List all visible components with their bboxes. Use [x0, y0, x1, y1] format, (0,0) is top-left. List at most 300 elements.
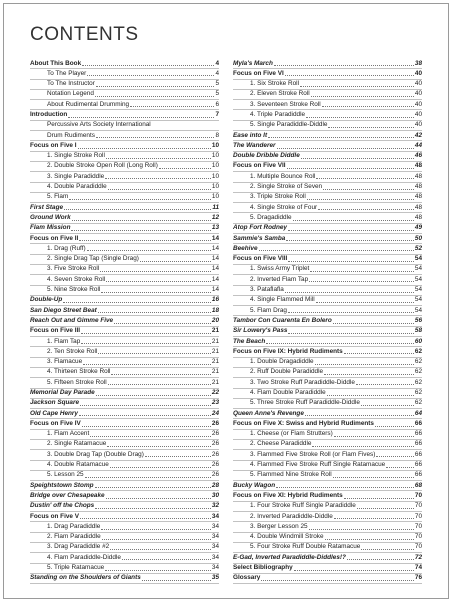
toc-entry[interactable] [233, 419, 422, 429]
dot-leader [325, 539, 414, 540]
dot-leader [318, 209, 414, 210]
dot-leader [95, 96, 215, 97]
toc-entry-page-number: 26 [211, 461, 219, 469]
toc-entry-label: 2. Inverted Flam Tap [250, 275, 309, 283]
toc-entry-label: Standing on the Shoulders of Giants [30, 574, 141, 582]
toc-entry-page-number: 58 [414, 327, 422, 335]
toc-entry-page-number: 62 [414, 347, 422, 355]
toc-entry-label: 1. Six Stroke Roll [250, 80, 300, 88]
toc-entry-label: About This Book [30, 59, 82, 67]
toc-entry-label: Focus on Five IV [30, 419, 81, 427]
toc-entry-label: 2. Single Drag Tap (Single Drag) [47, 255, 139, 263]
toc-entry-page-number: 35 [211, 574, 219, 582]
toc-entry-page-number: 52 [414, 244, 422, 252]
toc-entry[interactable] [30, 172, 219, 182]
toc-entry-label: 3. Flamacue [47, 358, 83, 366]
toc-entry[interactable] [30, 193, 219, 203]
toc-entry[interactable] [233, 183, 422, 193]
dot-leader [106, 158, 211, 159]
dot-leader [323, 189, 414, 190]
toc-entry-label: 5. Single Paradiddle-Diddle [250, 121, 328, 129]
dot-leader [101, 292, 211, 293]
toc-entry-label: Ground Work [30, 213, 71, 221]
dot-leader [105, 570, 211, 571]
toc-entry-label: Ease into It [233, 131, 268, 139]
toc-entry-page-number: 21 [211, 358, 219, 366]
toc-entry[interactable] [30, 481, 219, 491]
toc-entry-label: 1. Drag Paradiddle [47, 522, 101, 530]
toc-entry-page-number: 66 [414, 461, 422, 469]
toc-entry-page-number: 74 [414, 564, 422, 572]
toc-entry-page-number: 40 [414, 80, 422, 88]
toc-entry[interactable] [30, 131, 219, 141]
toc-entry-page-number: 21 [211, 327, 219, 335]
dot-leader [108, 189, 211, 190]
toc-entry-page-number: 18 [211, 306, 219, 314]
toc-entry-page-number: 62 [414, 368, 422, 376]
toc-entry[interactable] [233, 152, 422, 162]
toc-entry[interactable] [233, 172, 422, 182]
toc-entry-label: 2. Cheese Paradiddle [250, 440, 312, 448]
toc-entry-page-number: 40 [414, 100, 422, 108]
toc-entry-page-number: 8 [215, 131, 219, 139]
toc-entry-label: 1. Multiple Bounce Roll [250, 172, 316, 180]
toc-entry-label: 4. Seven Stroke Roll [47, 275, 106, 283]
dot-leader [80, 518, 211, 519]
toc-entry[interactable] [30, 80, 219, 90]
toc-entry-page-number: 12 [211, 213, 219, 221]
toc-entry[interactable] [233, 461, 422, 471]
toc-entry[interactable] [30, 100, 219, 110]
toc-entry-label: Focus on Five VI [233, 69, 284, 77]
toc-entry[interactable] [233, 368, 422, 378]
toc-entry[interactable] [233, 80, 422, 90]
toc-entry-page-number: 40 [414, 121, 422, 129]
dot-leader [311, 96, 414, 97]
toc-entry-page-number: 44 [414, 141, 422, 149]
toc-entry[interactable] [30, 564, 219, 574]
toc-entry[interactable] [233, 327, 422, 337]
dot-leader [95, 487, 211, 488]
toc-entry[interactable] [30, 502, 219, 512]
toc-entry[interactable] [30, 244, 219, 254]
toc-entry[interactable] [30, 491, 219, 501]
toc-entry-label: 3. Drag Paradiddle #2 [47, 543, 110, 551]
toc-entry[interactable] [233, 121, 422, 131]
dot-leader [98, 353, 211, 354]
dot-leader [386, 467, 414, 468]
toc-entry-page-number: 62 [414, 358, 422, 366]
toc-entry[interactable] [233, 193, 422, 203]
toc-entry-page-number: 66 [414, 450, 422, 458]
toc-entry-page-number: 68 [414, 481, 422, 489]
toc-entry[interactable] [233, 553, 422, 563]
toc-entry[interactable] [233, 203, 422, 213]
toc-entry-label: Notation Legend [47, 90, 94, 98]
toc-entry-page-number: 50 [414, 234, 422, 242]
toc-entry-page-number: 66 [414, 440, 422, 448]
toc-entry[interactable] [30, 440, 219, 450]
toc-entry-page-number: 11 [212, 203, 219, 211]
dot-leader [322, 106, 414, 107]
toc-entry-label: 1. Drag (Ruff) [47, 244, 86, 252]
toc-entry[interactable] [233, 440, 422, 450]
dot-leader [81, 333, 211, 334]
toc-entry-page-number: 14 [211, 286, 219, 294]
dot-leader [334, 518, 414, 519]
toc-entry[interactable] [233, 430, 422, 440]
toc-entry-page-number: 4 [215, 59, 219, 67]
toc-entry-page-number: 54 [414, 296, 422, 304]
toc-entry-page-number: 34 [211, 512, 219, 520]
toc-entry[interactable] [30, 183, 219, 193]
toc-entry[interactable] [30, 265, 219, 275]
dot-leader [301, 158, 414, 159]
toc-entry-page-number: 64 [414, 409, 422, 417]
toc-entry[interactable] [30, 574, 219, 584]
toc-entry-page-number: 70 [414, 502, 422, 510]
toc-entry-page-number: 70 [414, 491, 422, 499]
page-title: CONTENTS [30, 24, 139, 45]
toc-entry[interactable] [233, 543, 422, 553]
toc-entry-label: 3. Double Drag Tap (Double Drag) [47, 450, 144, 458]
toc-entry-page-number: 5 [215, 90, 219, 98]
toc-entry[interactable] [233, 564, 422, 574]
toc-entry[interactable] [30, 461, 219, 471]
toc-entry-label: 5. Flam Drag [250, 306, 287, 314]
toc-entry[interactable] [233, 131, 422, 141]
toc-entry[interactable] [233, 389, 422, 399]
toc-entry-label: 4. Double Windmill Stroke [250, 533, 324, 541]
toc-entry[interactable] [233, 90, 422, 100]
dot-leader [64, 209, 211, 210]
dot-leader [145, 456, 211, 457]
toc-entry[interactable] [30, 59, 219, 69]
dot-leader [327, 395, 414, 396]
dot-leader [81, 343, 211, 344]
toc-entry-page-number: 26 [211, 471, 219, 479]
toc-entry-label: 4. Flammed Five Stroke Ruff Single Ratamacue [250, 461, 386, 469]
dot-leader [361, 549, 414, 550]
toc-entry-label: 1. Four Stroke Ruff Single Paradiddle [250, 502, 356, 510]
dot-leader [68, 117, 214, 118]
toc-entry[interactable] [233, 69, 422, 79]
toc-entry[interactable] [30, 203, 219, 213]
dot-leader [159, 168, 211, 169]
toc-entry[interactable] [30, 450, 219, 460]
toc-entry[interactable] [30, 275, 219, 285]
dot-leader [300, 86, 414, 87]
toc-entry-page-number: 66 [414, 430, 422, 438]
toc-entry-page-number: 48 [414, 193, 422, 201]
dot-leader [110, 467, 211, 468]
toc-entry[interactable] [30, 327, 219, 337]
toc-entry-label: Bridge over Chesapeake [30, 491, 105, 499]
dot-leader [100, 271, 211, 272]
toc-entry-label: 5. Fifteen Stroke Roll [47, 378, 107, 386]
toc-entry[interactable] [233, 481, 422, 491]
toc-entry-label: Focus on Five II [30, 234, 79, 242]
dot-leader [71, 230, 210, 231]
toc-entry-label: 3. Pataflafla [250, 286, 284, 294]
toc-entry-page-number: 70 [414, 512, 422, 520]
dot-leader [110, 549, 211, 550]
toc-entry[interactable] [233, 306, 422, 316]
toc-entry-label: 2. Inverted Paradiddle-Diddle [250, 512, 333, 520]
toc-entry[interactable] [233, 471, 422, 481]
toc-entry-label: 1. Single Stroke Roll [47, 152, 105, 160]
dot-leader [285, 75, 414, 76]
toc-entry-label: Speightstown Stomp [30, 481, 94, 489]
toc-entry-label: 5. Dragadiddle [250, 213, 292, 221]
toc-entry[interactable] [30, 543, 219, 553]
toc-entry-label: Focus on Five III [30, 327, 81, 335]
toc-entry[interactable] [233, 234, 422, 244]
dot-leader [95, 508, 211, 509]
toc-entry[interactable] [233, 141, 422, 151]
toc-entry-label: 1. Double Dragadiddle [250, 358, 314, 366]
dot-leader [79, 240, 211, 241]
toc-entry-label: Queen Anne's Revenge [233, 409, 304, 417]
dot-leader [79, 415, 211, 416]
toc-entry[interactable] [30, 141, 219, 151]
toc-entry-page-number: 54 [414, 265, 422, 273]
toc-entry[interactable] [30, 471, 219, 481]
toc-entry[interactable] [233, 347, 422, 357]
dot-leader [96, 86, 215, 87]
toc-entry-page-number: 42 [414, 131, 422, 139]
toc-entry-label: Dustin' off the Chops [30, 502, 95, 510]
toc-entry[interactable] [30, 358, 219, 368]
toc-entry[interactable] [233, 378, 422, 388]
toc-entry[interactable] [233, 574, 422, 584]
toc-entry[interactable] [233, 533, 422, 543]
dot-leader [312, 446, 413, 447]
toc-entry-page-number: 54 [414, 306, 422, 314]
toc-entry[interactable] [233, 316, 422, 326]
toc-entry-page-number: 4 [215, 69, 219, 77]
toc-entry-label: 2. Ruff Double Paradiddle [250, 368, 324, 376]
dot-leader [294, 570, 414, 571]
toc-entry-label: 3. Two Stroke Ruff Paradiddle-Diddle [250, 378, 355, 386]
dot-leader [309, 281, 414, 282]
toc-entry[interactable] [233, 286, 422, 296]
toc-entry-page-number: 14 [211, 234, 219, 242]
dot-leader [96, 395, 211, 396]
dot-leader [107, 446, 211, 447]
toc-entry[interactable] [30, 347, 219, 357]
dot-leader [266, 343, 414, 344]
toc-entry[interactable] [233, 265, 422, 275]
toc-entry[interactable] [30, 522, 219, 532]
toc-entry-page-number: 38 [414, 59, 422, 67]
dot-leader [286, 240, 414, 241]
toc-entry-label: Reach Out and Gimme Five [30, 316, 114, 324]
toc-entry-page-number: 14 [211, 265, 219, 273]
toc-entry[interactable] [30, 553, 219, 563]
dot-leader [85, 477, 211, 478]
toc-entry[interactable] [233, 409, 422, 419]
toc-entry-label: Beehive [233, 244, 258, 252]
toc-entry[interactable] [30, 286, 219, 296]
dot-leader [333, 477, 414, 478]
toc-entry-label: To The Player [47, 69, 87, 77]
toc-entry[interactable] [30, 399, 219, 409]
toc-entry-page-number: 22 [211, 389, 219, 396]
dot-leader [108, 384, 211, 385]
toc-entry-page-number: 23 [211, 399, 219, 407]
dot-leader [277, 148, 414, 149]
toc-entry-label: Introduction [30, 110, 68, 118]
toc-entry-page-number: 48 [414, 203, 422, 211]
toc-entry-label: 4. Triple Paradiddle [250, 110, 306, 118]
toc-entry-label: 3. Triple Stroke Roll [250, 193, 306, 201]
toc-entry[interactable] [233, 224, 422, 234]
dot-leader [356, 384, 414, 385]
dot-leader [310, 271, 414, 272]
dot-leader [274, 65, 414, 66]
toc-entry[interactable] [233, 337, 422, 347]
toc-entry[interactable] [30, 121, 219, 131]
toc-entry[interactable] [30, 368, 219, 378]
toc-entry-page-number: 10 [211, 141, 219, 149]
toc-entry-page-number: 26 [211, 419, 219, 427]
dot-leader [82, 426, 211, 427]
toc-entry-page-number: 7 [215, 110, 219, 118]
toc-entry[interactable] [30, 409, 219, 419]
dot-leader [87, 250, 211, 251]
toc-entry[interactable] [233, 522, 422, 532]
toc-entry-page-number: 48 [414, 183, 422, 191]
dot-leader [293, 220, 414, 221]
dot-leader [140, 261, 211, 262]
toc-entry-label: San Diego Street Beat [30, 306, 97, 314]
dot-leader [259, 250, 414, 251]
toc-entry[interactable] [233, 100, 422, 110]
toc-entry-page-number: 26 [211, 440, 219, 448]
toc-entry[interactable] [30, 255, 219, 265]
toc-entry-label: Sir Lowery's Pass [233, 327, 288, 335]
toc-entry[interactable] [233, 399, 422, 409]
toc-entry-page-number: 40 [414, 110, 422, 118]
toc-entry[interactable] [233, 275, 422, 285]
dot-leader [142, 580, 211, 581]
dot-leader [288, 230, 414, 231]
dot-leader [305, 415, 414, 416]
dot-leader [306, 117, 414, 118]
toc-entry[interactable] [30, 533, 219, 543]
toc-entry[interactable] [233, 213, 422, 223]
toc-entry-page-number: 46 [414, 152, 422, 160]
toc-entry[interactable] [30, 378, 219, 388]
dot-leader [90, 436, 211, 437]
toc-entry-page-number: 62 [414, 389, 422, 396]
toc-entry[interactable] [233, 450, 422, 460]
toc-entry-label: 1. Cheese (or Flam Strutters) [250, 430, 333, 438]
toc-entry-label: To The Instructor [47, 80, 95, 88]
toc-entry-label: Atop Fort Rodney [233, 224, 287, 232]
dot-leader [101, 529, 211, 530]
toc-entry[interactable] [233, 162, 422, 172]
toc-entry-page-number: 24 [211, 409, 219, 417]
toc-entry[interactable] [30, 306, 219, 316]
toc-entry-page-number: 66 [414, 471, 422, 479]
toc-entry[interactable] [233, 59, 422, 69]
dot-leader [287, 168, 414, 169]
toc-entry-page-number: 10 [211, 193, 219, 201]
dot-leader [114, 323, 211, 324]
toc-entry-page-number: 32 [211, 502, 219, 510]
toc-entry[interactable] [30, 296, 219, 306]
toc-entry[interactable] [233, 296, 422, 306]
toc-entry-page-number: 54 [414, 255, 422, 263]
toc-entry[interactable] [233, 512, 422, 522]
dot-leader [63, 302, 211, 303]
toc-entry[interactable] [30, 90, 219, 100]
toc-entry-label: 5. Four Stroke Ruff Double Ratamacue [250, 543, 361, 551]
toc-entry-label: 2. Eleven Stroke Roll [250, 90, 310, 98]
toc-entry-page-number: 10 [211, 183, 219, 191]
toc-entry-page-number: 70 [414, 543, 422, 551]
toc-entry-page-number: 14 [211, 255, 219, 263]
toc-entry[interactable] [233, 255, 422, 265]
toc-entry-label: Bucky Wagon [233, 481, 276, 489]
toc-entry[interactable] [30, 337, 219, 347]
toc-entry-page-number: 21 [211, 347, 219, 355]
toc-entry-label: Drum Rudiments [47, 131, 95, 139]
toc-entry-page-number: 62 [414, 378, 422, 386]
toc-entry[interactable] [233, 502, 422, 512]
toc-entry[interactable] [30, 224, 219, 234]
toc-entry[interactable] [30, 69, 219, 79]
toc-entry-page-number: 30 [211, 491, 219, 499]
toc-entry-label: Percussive Arts Society International [47, 121, 151, 129]
toc-entry[interactable] [30, 430, 219, 440]
toc-entry[interactable] [233, 110, 422, 120]
dot-leader [82, 65, 214, 66]
toc-entry-page-number: 21 [211, 337, 219, 345]
dot-leader [375, 426, 414, 427]
toc-entry-label: 2. Ten Stroke Roll [47, 347, 98, 355]
toc-entry-page-number: 34 [211, 522, 219, 530]
toc-entry[interactable] [233, 358, 422, 368]
dot-leader [80, 405, 211, 406]
toc-entry[interactable] [30, 389, 219, 399]
toc-entry-label: Jackson Square [30, 399, 80, 407]
toc-entry-label: Focus on Five V [30, 512, 80, 520]
toc-entry-page-number: 40 [414, 69, 422, 77]
dot-leader [130, 106, 214, 107]
toc-entry[interactable] [30, 316, 219, 326]
toc-entry-label: Select Bibliography [233, 564, 293, 572]
dot-leader [78, 148, 211, 149]
toc-entry[interactable] [30, 162, 219, 172]
toc-entry[interactable] [233, 491, 422, 501]
toc-entry-page-number: 34 [211, 553, 219, 561]
toc-entry-page-number: 26 [211, 450, 219, 458]
toc-entry[interactable] [233, 244, 422, 254]
toc-entry[interactable] [30, 152, 219, 162]
toc-entry-page-number: 60 [414, 337, 422, 345]
toc-entry[interactable] [30, 234, 219, 244]
toc-entry-page-number: 34 [211, 564, 219, 572]
toc-entry-page-number: 70 [414, 533, 422, 541]
toc-entry[interactable] [30, 110, 219, 120]
toc-entry[interactable] [30, 213, 219, 223]
toc-entry[interactable] [30, 419, 219, 429]
toc-entry[interactable] [30, 512, 219, 522]
toc-entry-page-number: 20 [211, 316, 219, 324]
